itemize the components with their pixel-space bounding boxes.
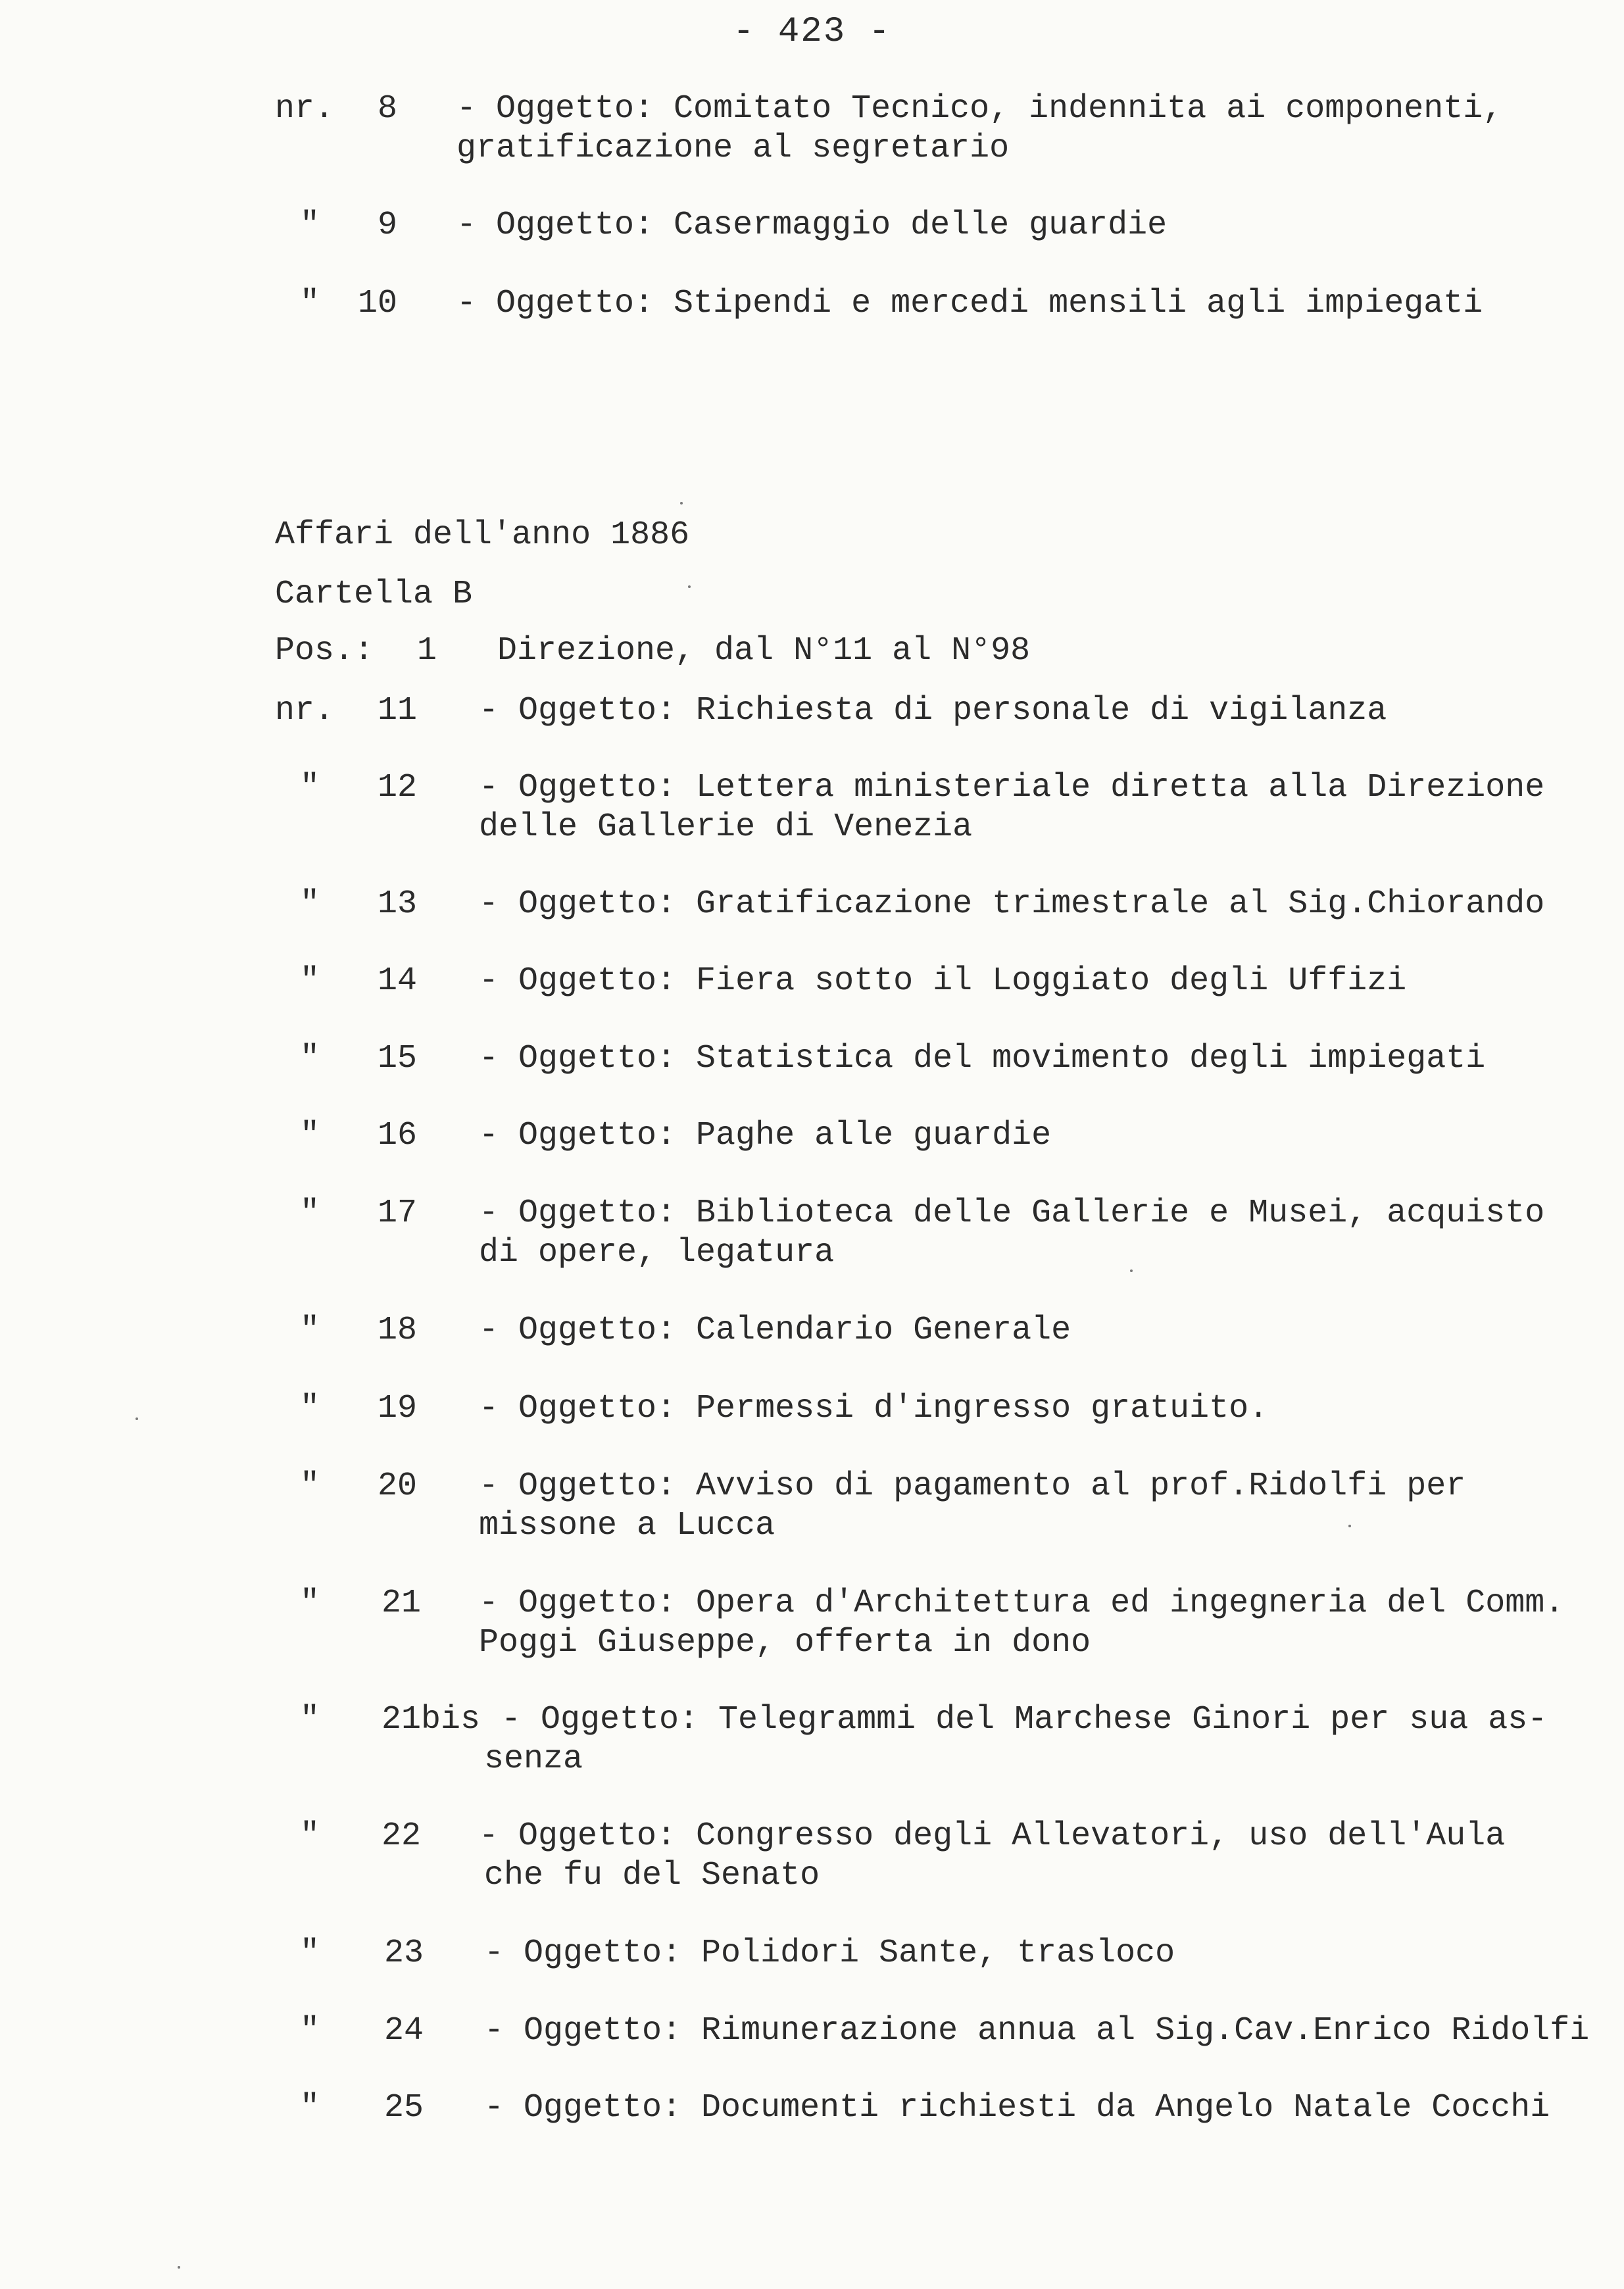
entry-text: - Oggetto: Biblioteca delle Gallerie e Musei, acquisto bbox=[479, 1194, 1545, 1232]
entry-number: 10 bbox=[358, 285, 398, 322]
folder-label: Cartella B bbox=[275, 576, 473, 613]
entry-prefix: " bbox=[300, 1817, 320, 1855]
entry-prefix: " bbox=[300, 2012, 320, 2050]
entry-number: 17 bbox=[378, 1194, 418, 1232]
entry-number: 9 bbox=[378, 207, 398, 244]
pos-label: Pos.: bbox=[275, 632, 374, 670]
entry-text: - Oggetto: Polidori Sante, trasloco bbox=[484, 1934, 1175, 1972]
entry-number: 25 bbox=[384, 2089, 424, 2127]
entry-text: - Oggetto: Casermaggio delle guardie bbox=[456, 207, 1168, 244]
entry-text: - Oggetto: Lettera ministeriale diretta alla Direzione bbox=[479, 769, 1545, 806]
entry-text: - Oggetto: Statistica del movimento degli impiegati bbox=[479, 1040, 1486, 1077]
entry-continuation: gratificazione al segretario bbox=[456, 130, 1010, 167]
entry-number: 21 bbox=[381, 1585, 422, 1622]
entry-text: - Oggetto: Opera d'Architettura ed ingegneria del Comm. bbox=[479, 1585, 1565, 1622]
entry-continuation: di opere, legatura bbox=[479, 1234, 835, 1271]
entry-prefix: " bbox=[300, 1934, 320, 1972]
entry-text: - Oggetto: Permessi d'ingresso gratuito. bbox=[479, 1390, 1269, 1427]
entry-continuation: che fu del Senato bbox=[484, 1857, 820, 1894]
scan-speck bbox=[688, 585, 691, 588]
entry-number: 19 bbox=[378, 1390, 418, 1427]
entry-prefix: " bbox=[300, 1040, 320, 1077]
entry-number: 15 bbox=[378, 1040, 418, 1077]
entry-number: 18 bbox=[378, 1312, 418, 1349]
entry-number: 20 bbox=[378, 1467, 418, 1505]
entry-text: - Oggetto: Gratificazione trimestrale al Sig.Chiorando bbox=[479, 885, 1545, 923]
entry-text: - Oggetto: Avviso di pagamento al prof.Ridolfi per bbox=[479, 1467, 1466, 1505]
page-number-header: - 423 - bbox=[733, 12, 891, 52]
entry-continuation: missone a Lucca bbox=[479, 1507, 775, 1544]
entry-prefix: " bbox=[300, 1390, 320, 1427]
entry-number: 14 bbox=[378, 962, 418, 1000]
scan-speck bbox=[135, 1417, 138, 1420]
entry-prefix: " bbox=[300, 1585, 320, 1622]
entry-text: - Oggetto: Fiera sotto il Loggiato degli Uffizi bbox=[479, 962, 1407, 1000]
entry-prefix: " bbox=[300, 769, 320, 806]
entry-prefix: " bbox=[300, 962, 320, 1000]
entry-number: 22 bbox=[381, 1817, 422, 1855]
entry-text: - Oggetto: Richiesta di personale di vigilanza bbox=[479, 692, 1387, 729]
entry-number: 12 bbox=[378, 769, 418, 806]
entry-number: 21bis bbox=[381, 1701, 481, 1738]
pos-number: 1 bbox=[417, 632, 437, 670]
scan-speck bbox=[178, 2266, 180, 2269]
entry-prefix: " bbox=[300, 1701, 320, 1738]
entry-prefix: nr. bbox=[275, 90, 335, 128]
entry-prefix: " bbox=[300, 1117, 320, 1154]
entry-text: - Oggetto: Stipendi e mercedi mensili agli impiegati bbox=[456, 285, 1483, 322]
entry-number: 24 bbox=[384, 2012, 424, 2050]
scan-speck bbox=[1348, 1525, 1351, 1527]
entry-number: 23 bbox=[384, 1934, 424, 1972]
entry-number: 16 bbox=[378, 1117, 418, 1154]
entry-continuation: delle Gallerie di Venezia bbox=[479, 808, 973, 846]
entry-text: - Oggetto: Documenti richiesti da Angelo Natale Cocchi bbox=[484, 2089, 1550, 2127]
entry-text: - Oggetto: Rimunerazione annua al Sig.Cav.Enrico Ridolfi bbox=[484, 2012, 1590, 2050]
entry-prefix: " bbox=[300, 285, 320, 322]
entry-continuation: senza bbox=[484, 1740, 583, 1778]
entry-prefix: " bbox=[300, 885, 320, 923]
entry-continuation: Poggi Giuseppe, offerta in dono bbox=[479, 1624, 1091, 1661]
entry-number: 13 bbox=[378, 885, 418, 923]
pos-text: Direzione, dal N°11 al N°98 bbox=[497, 632, 1031, 670]
entry-prefix: " bbox=[300, 1194, 320, 1232]
entry-text: - Oggetto: Telegrammi del Marchese Ginori per sua as- bbox=[501, 1701, 1548, 1738]
scan-speck bbox=[1130, 1269, 1133, 1272]
scan-speck bbox=[680, 502, 683, 505]
entry-text: - Oggetto: Congresso degli Allevatori, uso dell'Aula bbox=[479, 1817, 1506, 1855]
entry-number: 8 bbox=[378, 90, 398, 128]
entry-text: - Oggetto: Paghe alle guardie bbox=[479, 1117, 1052, 1154]
entry-prefix: " bbox=[300, 1312, 320, 1349]
entry-prefix: nr. bbox=[275, 692, 335, 729]
entry-text: - Oggetto: Calendario Generale bbox=[479, 1312, 1071, 1349]
entry-prefix: " bbox=[300, 207, 320, 244]
section-title: Affari dell'anno 1886 bbox=[275, 516, 690, 554]
entry-prefix: " bbox=[300, 2089, 320, 2127]
entry-text: - Oggetto: Comitato Tecnico, indennita ai componenti, bbox=[456, 90, 1503, 128]
entry-prefix: " bbox=[300, 1467, 320, 1505]
entry-number: 11 bbox=[378, 692, 418, 729]
